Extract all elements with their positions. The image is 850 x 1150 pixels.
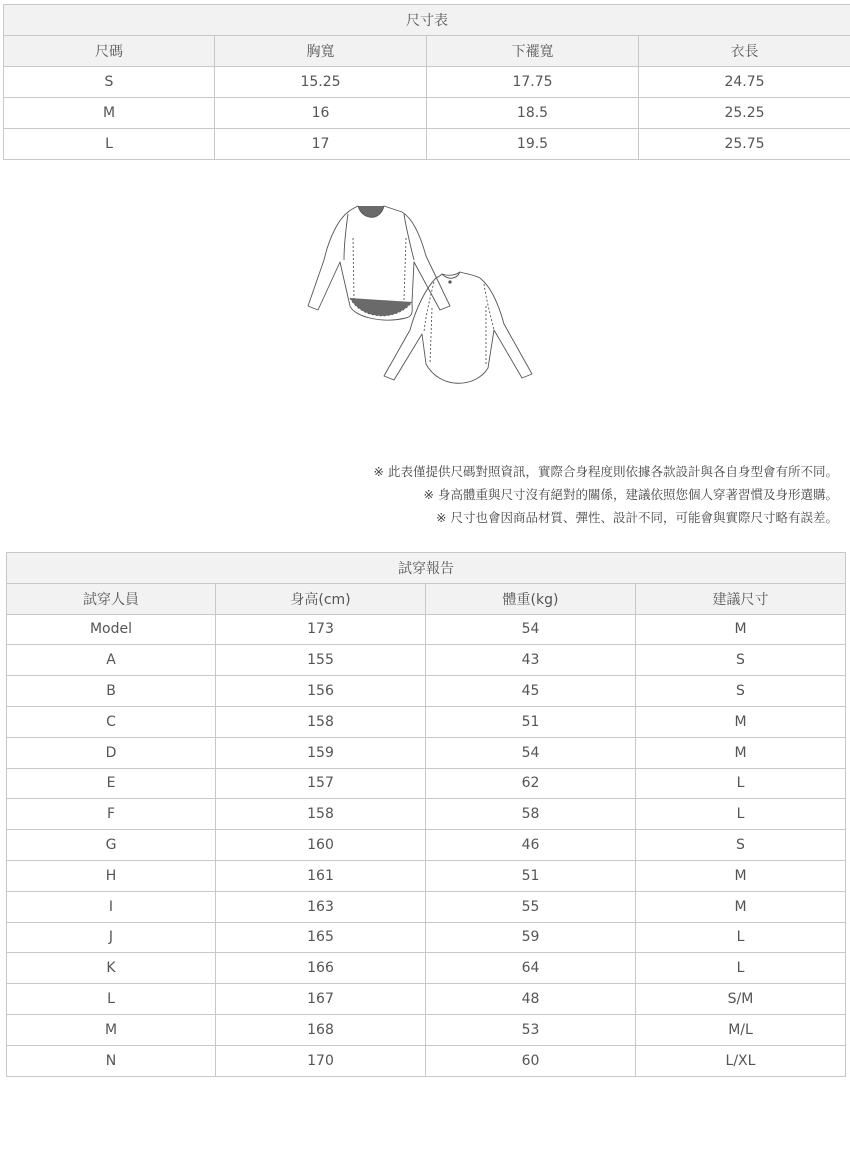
weight-cell: 53 xyxy=(426,1014,636,1045)
height-cell: 170 xyxy=(216,1045,426,1076)
height-cell: 166 xyxy=(216,953,426,984)
table-row xyxy=(7,891,846,922)
height-cell: 159 xyxy=(216,737,426,768)
weight-cell: 55 xyxy=(426,891,636,922)
weight-cell: 51 xyxy=(426,860,636,891)
recommended-size-cell: L xyxy=(636,953,846,984)
height-cell: 158 xyxy=(216,706,426,737)
size-cell: S xyxy=(4,67,215,98)
table-row xyxy=(4,67,850,98)
recommended-size-cell: L xyxy=(636,799,846,830)
note-line: ※ 此表僅提供尺碼對照資訊，實際合身程度則依據各款設計與各自身型會有所不同。 xyxy=(373,464,838,479)
fit-report-title: 試穿報告 xyxy=(7,553,846,584)
column-header: 尺碼 xyxy=(4,36,215,67)
height-cell: 167 xyxy=(216,984,426,1015)
chest-width-cell: 15.25 xyxy=(215,67,427,98)
table-row xyxy=(7,984,846,1015)
height-cell: 165 xyxy=(216,922,426,953)
recommended-size-cell: M xyxy=(636,614,846,645)
column-header: 胸寬 xyxy=(215,36,427,67)
size-notes xyxy=(374,460,838,529)
tester-cell: F xyxy=(7,799,216,830)
recommended-size-cell: S/M xyxy=(636,984,846,1015)
table-row xyxy=(7,860,846,891)
recommended-size-cell: M xyxy=(636,706,846,737)
tester-cell: C xyxy=(7,706,216,737)
height-cell: 155 xyxy=(216,645,426,676)
tester-cell: N xyxy=(7,1045,216,1076)
hem-width-cell: 19.5 xyxy=(427,129,639,160)
tester-cell: Model xyxy=(7,614,216,645)
recommended-size-cell: S xyxy=(636,645,846,676)
size-chart-table xyxy=(3,4,850,160)
table-row xyxy=(7,706,846,737)
length-cell: 25.75 xyxy=(639,129,850,160)
weight-cell: 43 xyxy=(426,645,636,676)
recommended-size-cell: M xyxy=(636,860,846,891)
table-row xyxy=(7,830,846,861)
height-cell: 163 xyxy=(216,891,426,922)
weight-cell: 46 xyxy=(426,830,636,861)
weight-cell: 59 xyxy=(426,922,636,953)
column-header: 衣長 xyxy=(639,36,850,67)
weight-cell: 54 xyxy=(426,737,636,768)
tester-cell: H xyxy=(7,860,216,891)
back-view-shirt xyxy=(384,272,532,383)
tester-cell: L xyxy=(7,984,216,1015)
recommended-size-cell: S xyxy=(636,830,846,861)
height-cell: 157 xyxy=(216,768,426,799)
length-cell: 25.25 xyxy=(639,98,850,129)
tester-cell: D xyxy=(7,737,216,768)
size-cell: M xyxy=(4,98,215,129)
weight-cell: 48 xyxy=(426,984,636,1015)
tester-cell: M xyxy=(7,1014,216,1045)
chest-width-cell: 17 xyxy=(215,129,427,160)
table-row xyxy=(7,737,846,768)
table-row xyxy=(7,1045,846,1076)
note-line: ※ 身高體重與尺寸沒有絕對的關係，建議依照您個人穿著習慣及身形選購。 xyxy=(423,487,838,502)
recommended-size-cell: L/XL xyxy=(636,1045,846,1076)
tester-cell: A xyxy=(7,645,216,676)
recommended-size-cell: M/L xyxy=(636,1014,846,1045)
tester-cell: B xyxy=(7,676,216,707)
recommended-size-cell: L xyxy=(636,768,846,799)
table-row xyxy=(7,922,846,953)
column-header: 建議尺寸 xyxy=(636,583,846,614)
size-chart-title: 尺寸表 xyxy=(4,5,850,36)
column-header: 下襬寬 xyxy=(427,36,639,67)
height-cell: 173 xyxy=(216,614,426,645)
length-cell: 24.75 xyxy=(639,67,850,98)
weight-cell: 62 xyxy=(426,768,636,799)
weight-cell: 60 xyxy=(426,1045,636,1076)
column-header: 試穿人員 xyxy=(7,583,216,614)
recommended-size-cell: S xyxy=(636,676,846,707)
size-cell: L xyxy=(4,129,215,160)
height-cell: 156 xyxy=(216,676,426,707)
weight-cell: 64 xyxy=(426,953,636,984)
table-row xyxy=(7,768,846,799)
hem-width-cell: 18.5 xyxy=(427,98,639,129)
tester-cell: G xyxy=(7,830,216,861)
weight-cell: 58 xyxy=(426,799,636,830)
recommended-size-cell: M xyxy=(636,737,846,768)
column-header: 身高(cm) xyxy=(216,583,426,614)
tester-cell: K xyxy=(7,953,216,984)
table-row xyxy=(7,1014,846,1045)
table-row xyxy=(4,129,850,160)
weight-cell: 54 xyxy=(426,614,636,645)
height-cell: 161 xyxy=(216,860,426,891)
recommended-size-cell: M xyxy=(636,891,846,922)
recommended-size-cell: L xyxy=(636,922,846,953)
hem-width-cell: 17.75 xyxy=(427,67,639,98)
long-sleeve-tee-flat-sketch-icon xyxy=(300,198,540,384)
table-row xyxy=(4,98,850,129)
chest-width-cell: 16 xyxy=(215,98,427,129)
height-cell: 158 xyxy=(216,799,426,830)
column-header: 體重(kg) xyxy=(426,583,636,614)
note-line: ※ 尺寸也會因商品材質、彈性、設計不同，可能會與實際尺寸略有誤差。 xyxy=(436,510,838,525)
table-row xyxy=(7,614,846,645)
tester-cell: J xyxy=(7,922,216,953)
height-cell: 160 xyxy=(216,830,426,861)
weight-cell: 45 xyxy=(426,676,636,707)
table-row xyxy=(7,645,846,676)
tester-cell: E xyxy=(7,768,216,799)
height-cell: 168 xyxy=(216,1014,426,1045)
weight-cell: 51 xyxy=(426,706,636,737)
table-row xyxy=(7,799,846,830)
fit-report-table xyxy=(6,552,846,1077)
table-row xyxy=(7,676,846,707)
table-row xyxy=(7,953,846,984)
tester-cell: I xyxy=(7,891,216,922)
